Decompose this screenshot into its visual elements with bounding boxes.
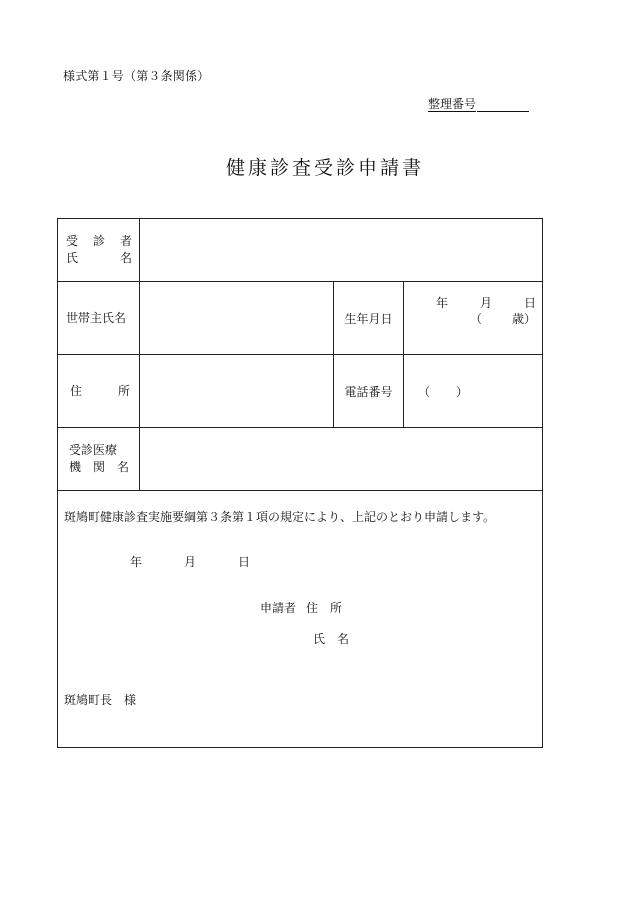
examinee-name-field[interactable]: [140, 219, 543, 282]
page-title: 健康診査受診申請書: [225, 157, 424, 179]
householder-name-field[interactable]: [140, 282, 334, 355]
birthdate-label: 生年月日: [334, 282, 404, 355]
applicant-address[interactable]: [260, 599, 342, 616]
institution-field[interactable]: [140, 428, 543, 491]
birthdate-field[interactable]: 年 月 日 （ 歳）: [404, 282, 543, 355]
statement-section: [58, 491, 543, 748]
address-row: [58, 355, 543, 428]
institution-label: 受診医療 機 関 名: [58, 428, 140, 491]
householder-row: [58, 282, 543, 355]
addressee: 斑鳩町長 様: [64, 693, 137, 707]
address-label: 住 所: [58, 355, 140, 428]
application-form-table: [57, 218, 543, 748]
address-field[interactable]: [140, 355, 334, 428]
application-date[interactable]: 年 月 日: [130, 555, 250, 569]
form-number: 様式第１号（第３条関係）: [63, 69, 210, 83]
statement-row: [58, 491, 543, 748]
reference-number-label: 整理番号: [428, 97, 477, 111]
phone-field[interactable]: （ ）: [404, 355, 543, 428]
institution-row: [58, 428, 543, 491]
applicant-name[interactable]: 氏 名: [313, 632, 350, 646]
examinee-label: 受 診 者 氏 名: [58, 219, 140, 282]
examinee-row: [58, 219, 543, 282]
householder-label: 世帯主氏名: [58, 282, 140, 355]
phone-label: 電話番号: [334, 355, 404, 428]
reference-number-blank[interactable]: [477, 99, 529, 112]
applicant-address-label: 住 所: [306, 601, 343, 615]
reference-number: [428, 95, 529, 112]
applicant-label: 申請者: [260, 601, 297, 615]
statement-text: 斑鳩町健康診査実施要綱第３条第１項の規定により、上記のとおり申請します。: [64, 510, 496, 524]
